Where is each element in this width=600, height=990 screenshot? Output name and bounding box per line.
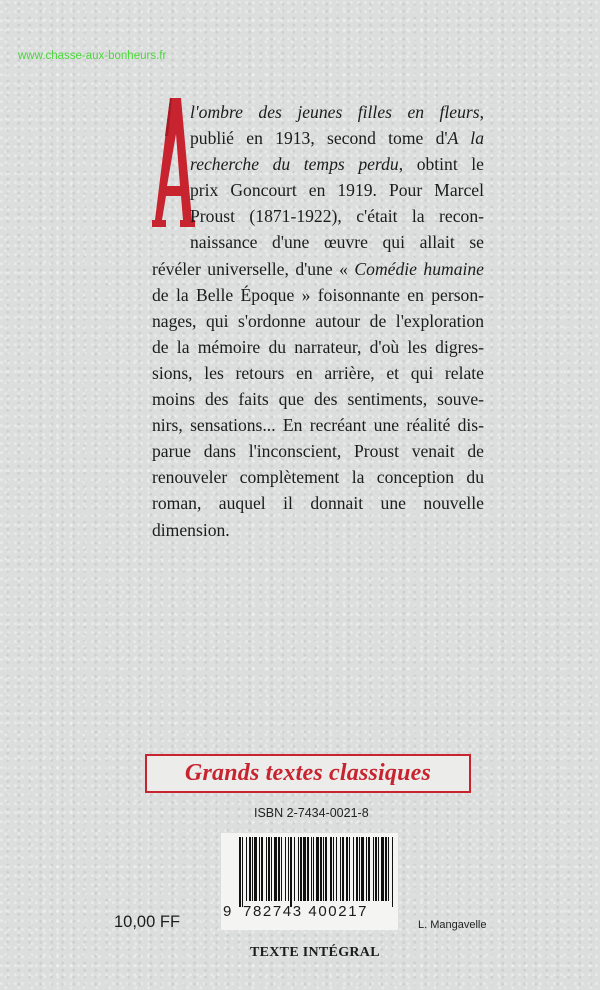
blurb-segment: roman, auquel il donnait une nouvelle	[152, 493, 484, 514]
blurb-segment: révéler universelle, d'une «	[152, 258, 355, 279]
edition-label: TEXTE INTÉGRAL	[250, 945, 380, 960]
blurb-segment: Proust (1871-1922), c'était la recon-	[190, 206, 484, 227]
blurb-line	[152, 177, 484, 203]
barcode-bar	[242, 837, 243, 907]
blurb-segment: Comédie humaine	[354, 258, 484, 279]
blurb-segment: prix Goncourt en 1919. Pour Marcel	[190, 180, 484, 201]
barcode-bar	[381, 837, 384, 901]
blurb-line	[152, 334, 484, 360]
barcode-bar	[261, 837, 263, 901]
blurb-line	[152, 490, 484, 516]
blurb-line	[152, 151, 484, 177]
barcode-bar	[388, 837, 389, 901]
blurb-segment: recherche du temps perdu	[190, 154, 399, 175]
barcode-bar	[298, 837, 299, 901]
barcode-bar	[346, 837, 348, 901]
blurb-segment: renouveler complètement la conception du	[152, 467, 484, 488]
barcode-bar	[361, 837, 364, 901]
barcode-bar	[311, 837, 312, 901]
blurb-line	[152, 99, 484, 125]
barcode-bar	[340, 837, 341, 901]
barcode-bar	[378, 837, 379, 901]
barcode-bar	[274, 837, 277, 901]
barcode-bar	[342, 837, 344, 901]
barcode-bar	[368, 837, 370, 901]
blurb-line	[152, 229, 484, 255]
barcode-bar	[313, 837, 314, 901]
barcode-bar	[349, 837, 350, 901]
blurb-segment: nages, qui s'ordonne autour de l'exploration	[152, 310, 484, 331]
barcode-bar	[246, 837, 247, 901]
barcode-bar	[254, 837, 257, 901]
blurb-segment: l'ombre des jeunes filles en fleurs	[190, 102, 480, 122]
barcode-bar	[325, 837, 327, 901]
barcode-bar	[249, 837, 251, 901]
barcode-bar	[356, 837, 358, 901]
isbn-number: ISBN 2-7434-0021-8	[254, 806, 369, 820]
blurb-segment: , obtint le	[398, 154, 484, 175]
series-banner	[145, 754, 471, 793]
barcode-bar	[239, 837, 241, 907]
barcode-bar	[294, 837, 295, 901]
barcode-lead-digit: 9	[223, 903, 232, 920]
barcode-bar	[268, 837, 270, 901]
barcode-bar	[307, 837, 309, 901]
barcode-bar	[252, 837, 253, 901]
barcode-bar	[323, 837, 324, 901]
blurb-line	[152, 517, 484, 543]
blurb-line	[152, 308, 484, 334]
barcode-bar	[285, 837, 286, 901]
blurb-segment: de la Belle Époque » foisonnante en person-	[152, 284, 484, 305]
barcode-bar	[266, 837, 267, 901]
barcode-bar	[259, 837, 260, 901]
blurb-segment: A la	[447, 128, 484, 149]
barcode-bar	[271, 837, 272, 901]
blurb-text	[152, 99, 484, 543]
blurb-line	[152, 438, 484, 464]
cover-designer: L. Mangavelle	[418, 919, 487, 931]
blurb-segment: sions, les retours en arrière, et qui relate	[152, 362, 484, 383]
barcode-bar	[373, 837, 374, 901]
blurb-line	[152, 464, 484, 490]
blurb-segment: moins des faits que des sentiments, souve-	[152, 389, 484, 410]
blurb-segment: publié en 1913, second tome d'	[190, 128, 448, 149]
barcode-bar	[316, 837, 319, 901]
barcode-bar	[303, 837, 306, 901]
barcode-bar	[392, 837, 393, 907]
blurb-line	[152, 256, 484, 282]
barcode-bar	[300, 837, 302, 901]
barcode-bar	[385, 837, 387, 901]
price: 10,00 FF	[114, 913, 181, 931]
barcode-bar	[288, 837, 289, 901]
barcode-bar	[330, 837, 332, 901]
barcode-bar	[290, 837, 292, 907]
barcode-bar	[375, 837, 377, 901]
barcode-bar	[333, 837, 334, 901]
barcode-bar	[278, 837, 280, 901]
blurb-segment: de la mémoire du narrateur, d'où les digres-	[152, 336, 484, 357]
blurb-segment: dimension.	[152, 519, 230, 540]
blurb-line	[152, 125, 484, 151]
blurb-line	[152, 386, 484, 412]
blurb-segment: naissance d'une œuvre qui allait se	[190, 232, 484, 253]
blurb-segment: nirs, sensations... En recréant une réalité dis-	[152, 415, 484, 436]
blurb-line	[152, 203, 484, 229]
barcode-bar	[281, 837, 282, 901]
barcode	[221, 833, 398, 930]
blurb-segment: ,	[479, 102, 484, 122]
barcode-bar	[366, 837, 367, 901]
blurb-segment: parue dans l'inconscient, Proust venait de	[152, 441, 484, 462]
blurb-line	[152, 412, 484, 438]
barcode-bar	[336, 837, 337, 901]
blurb-line	[152, 360, 484, 386]
barcode-digits: 782743 400217	[243, 903, 369, 920]
series-title: Grands textes classiques	[184, 760, 432, 786]
blurb-line	[152, 282, 484, 308]
barcode-bar	[353, 837, 354, 901]
barcode-bar	[320, 837, 322, 901]
barcode-bar	[359, 837, 360, 901]
watermark-url: www.chasse-aux-bonheurs.fr	[18, 50, 167, 62]
